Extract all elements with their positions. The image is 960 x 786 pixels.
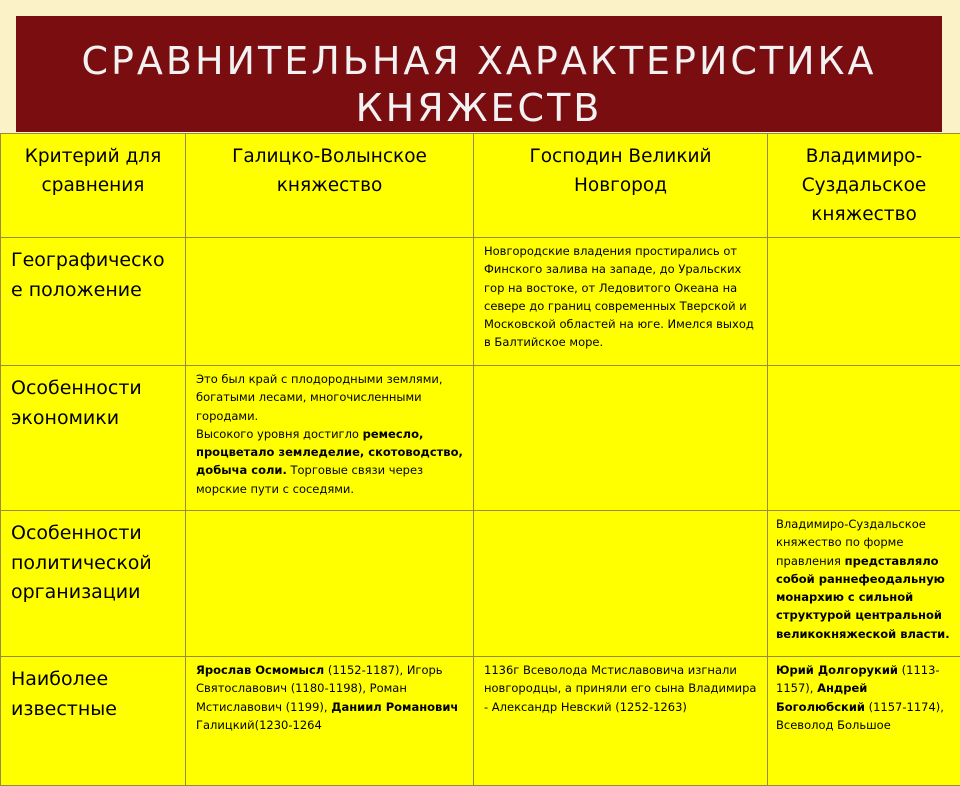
vladimir-politics-bold: представляло собой раннефеодальную монархию с сильной структурой центральной великокняжеской власти. xyxy=(776,554,950,641)
header-novgorod: Господин Великий Новгород xyxy=(474,134,768,238)
title-banner xyxy=(16,16,942,132)
galich-economy-plain2: Торговые связи через морские пути с соседями. xyxy=(196,463,423,495)
galich-famous-bold1: Ярослав Осмомысл xyxy=(196,663,324,677)
header-criterion: Критерий для сравнения xyxy=(1,134,186,238)
vladimir-famous-plain2: (1157-1174), Всеволод Большое xyxy=(776,700,944,732)
cell-vladimir-economy xyxy=(768,366,960,511)
cell-vladimir-famous xyxy=(768,657,960,786)
table-row xyxy=(1,511,960,657)
cell-galich-politics xyxy=(186,511,474,657)
header-vladimir-suzdal: Владимиро-Суздальское княжество xyxy=(768,134,960,238)
cell-novgorod-economy xyxy=(474,366,768,511)
cell-vladimir-politics xyxy=(768,511,960,657)
cell-galich-economy xyxy=(186,366,474,511)
cell-novgorod-geography: Новгородские владения простирались от Финского залива на западе, до Уральских гор на востоке, от Ледовитого Океана на севере до границ современных Тверской и Московской областей на юге. Имелся выход в Балтийское море. xyxy=(474,238,768,366)
slide-title xyxy=(16,38,942,132)
vladimir-politics-plain: Владимиро-Суздальское княжество по форме правления xyxy=(776,517,926,568)
vladimir-famous-plain1: (1113-1157), xyxy=(776,663,940,695)
table-row xyxy=(1,238,960,366)
comparison-table xyxy=(0,133,960,786)
cell-novgorod-politics xyxy=(474,511,768,657)
galich-famous-plain2: Галицкий(1230-1264 xyxy=(196,718,322,732)
novgorod-famous-text1: 1136г Всеволода Мстиславовича изгнали новгородцы, а приняли его сына Владимира xyxy=(484,661,761,698)
criterion-politics: Особенности политической организации xyxy=(1,511,186,657)
galich-economy-bold: ремесло, процветало земледелие, скотоводство, добыча соли. xyxy=(196,427,463,478)
cell-novgorod-famous xyxy=(474,657,768,786)
criterion-famous: Наиболее известные xyxy=(1,657,186,786)
table-row xyxy=(1,657,960,786)
vladimir-famous-bold2: Андрей Боголюбский xyxy=(776,681,867,713)
criterion-economy: Особенности экономики xyxy=(1,366,186,511)
cell-galich-famous xyxy=(186,657,474,786)
slide-title-line1: СРАВНИТЕЛЬНАЯ ХАРАКТЕРИСТИКА xyxy=(16,38,942,85)
cell-vladimir-geography xyxy=(768,238,960,366)
criterion-geography: Географическо е положение xyxy=(1,238,186,366)
header-row xyxy=(1,134,960,238)
galich-famous-plain1: (1152-1187), Игорь Святославович (1180-1198), Роман Мстиславович (1199), xyxy=(196,663,443,714)
slide-title-line2: КНЯЖЕСТВ xyxy=(16,85,942,132)
cell-galich-geography xyxy=(186,238,474,366)
vladimir-famous-bold1: Юрий Долгорукий xyxy=(776,663,898,677)
galich-economy-text1: Это был край с плодородными землями, богатыми лесами, многочисленными городами. xyxy=(196,370,467,425)
novgorod-famous-text2: - Александр Невский (1252-1263) xyxy=(484,698,761,716)
galich-economy-text2 xyxy=(196,425,467,498)
header-galich-volyn: Галицко-Волынское княжество xyxy=(186,134,474,238)
table-row xyxy=(1,366,960,511)
galich-economy-plain1: Высокого уровня достигло xyxy=(196,427,363,441)
galich-famous-bold2: Даниил Романович xyxy=(331,700,458,714)
